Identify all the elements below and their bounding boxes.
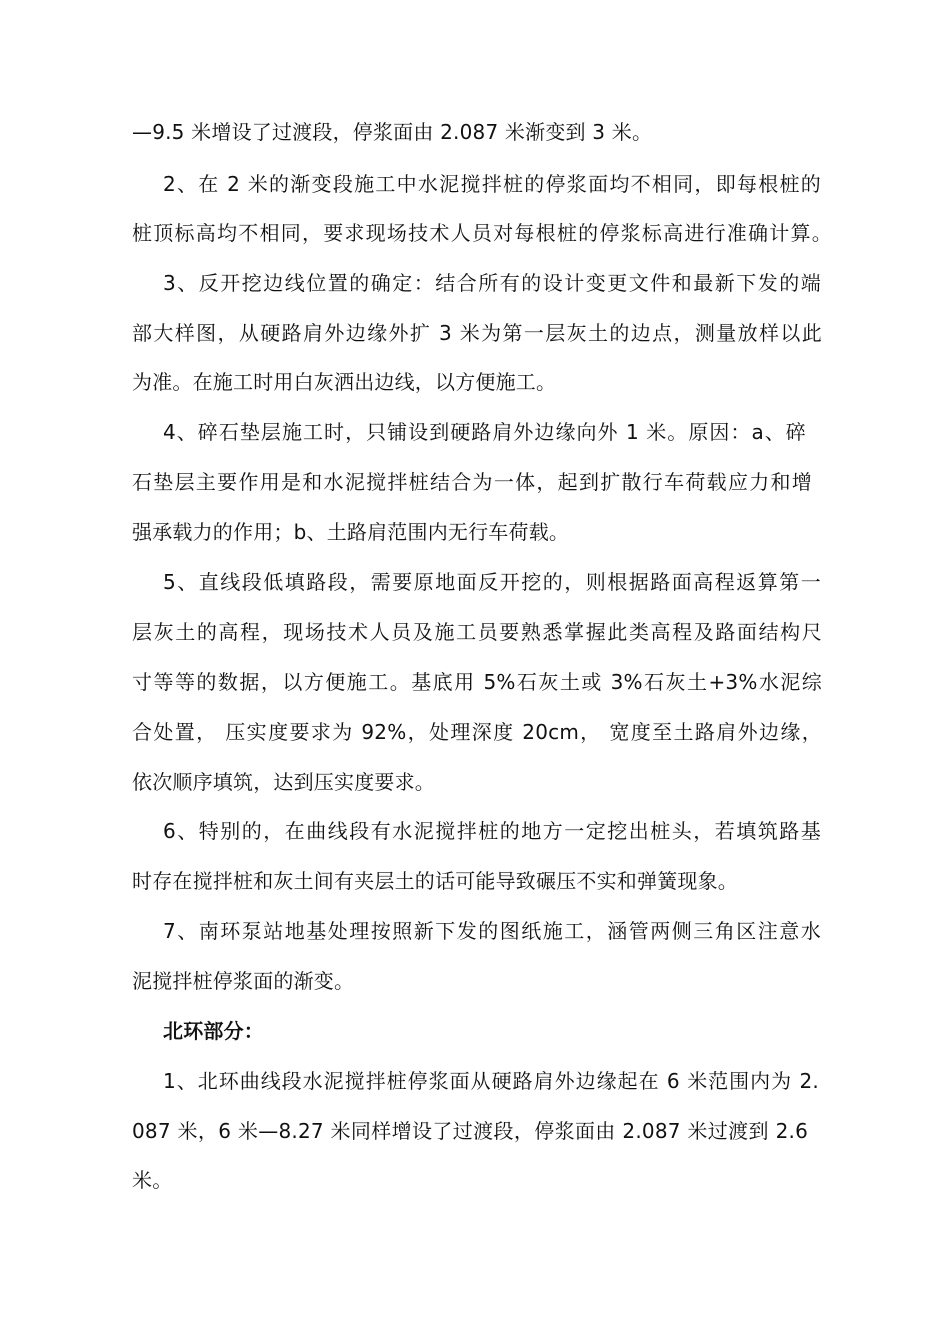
item-2-line-1: 2、在 2 米的渐变段施工中水泥搅拌桩的停浆面均不相同，即每根桩的 xyxy=(163,172,821,196)
item-7-line-2: 泥搅拌桩停浆面的渐变。 xyxy=(132,969,355,993)
item-4-line-3: 强承载力的作用；b、土路肩范围内无行车荷载。 xyxy=(132,520,570,544)
item-5-line-3: 寸等等的数据，以方便施工。基底用 5%石灰土或 3%石灰土+3%水泥综 xyxy=(132,670,822,694)
item-4-line-2: 石垫层主要作用是和水泥搅拌桩结合为一体，起到扩散行车荷载应力和增 xyxy=(132,470,812,494)
item-6-line-1: 6、特别的，在曲线段有水泥搅拌桩的地方一定挖出桩头，若填筑路基 xyxy=(163,819,821,843)
item-3-line-1: 3、反开挖边线位置的确定：结合所有的设计变更文件和最新下发的端 xyxy=(163,271,821,295)
north-item-1-line-3: 米。 xyxy=(132,1168,173,1192)
item-3-line-2: 部大样图，从硬路肩外边缘外扩 3 米为第一层灰土的边点，测量放样以此 xyxy=(132,321,822,345)
item-2-line-2: 桩顶标高均不相同，要求现场技术人员对每根桩的停浆标高进行准确计算。 xyxy=(132,221,832,245)
item-4-line-1: 4、碎石垫层施工时，只铺设到硬路肩外边缘向外 1 米。原因：a、碎 xyxy=(163,420,806,444)
item-6-line-2: 时存在搅拌桩和灰土间有夹层土的话可能导致碾压不实和弹簧现象。 xyxy=(132,869,738,893)
item-7-line-1: 7、南环泵站地基处理按照新下发的图纸施工，涵管两侧三角区注意水 xyxy=(163,919,821,943)
item-5-line-1: 5、直线段低填路段，需要原地面反开挖的，则根据路面高程返算第一 xyxy=(163,570,821,594)
item-5-line-2: 层灰土的高程，现场技术人员及施工员要熟悉掌握此类高程及路面结构尺 xyxy=(132,620,822,644)
item-3-line-3: 为准。在施工时用白灰洒出边线，以方便施工。 xyxy=(132,370,557,394)
text-line-1: —9.5 米增设了过渡段，停浆面由 2.087 米渐变到 3 米。 xyxy=(132,120,653,144)
section-heading-north-ring: 北环部分： xyxy=(163,1019,264,1043)
item-5-line-4: 合处置， 压实度要求为 92%，处理深度 20cm， 宽度至土路肩外边缘， xyxy=(132,720,822,744)
item-5-line-5: 依次顺序填筑，达到压实度要求。 xyxy=(132,770,435,794)
north-item-1-line-2: 087 米，6 米—8.27 米同样增设了过渡段，停浆面由 2.087 米过渡到 2.6 xyxy=(132,1119,808,1143)
north-item-1-line-1: 1、北环曲线段水泥搅拌桩停浆面从硬路肩外边缘起在 6 米范围内为 2. xyxy=(163,1069,819,1093)
